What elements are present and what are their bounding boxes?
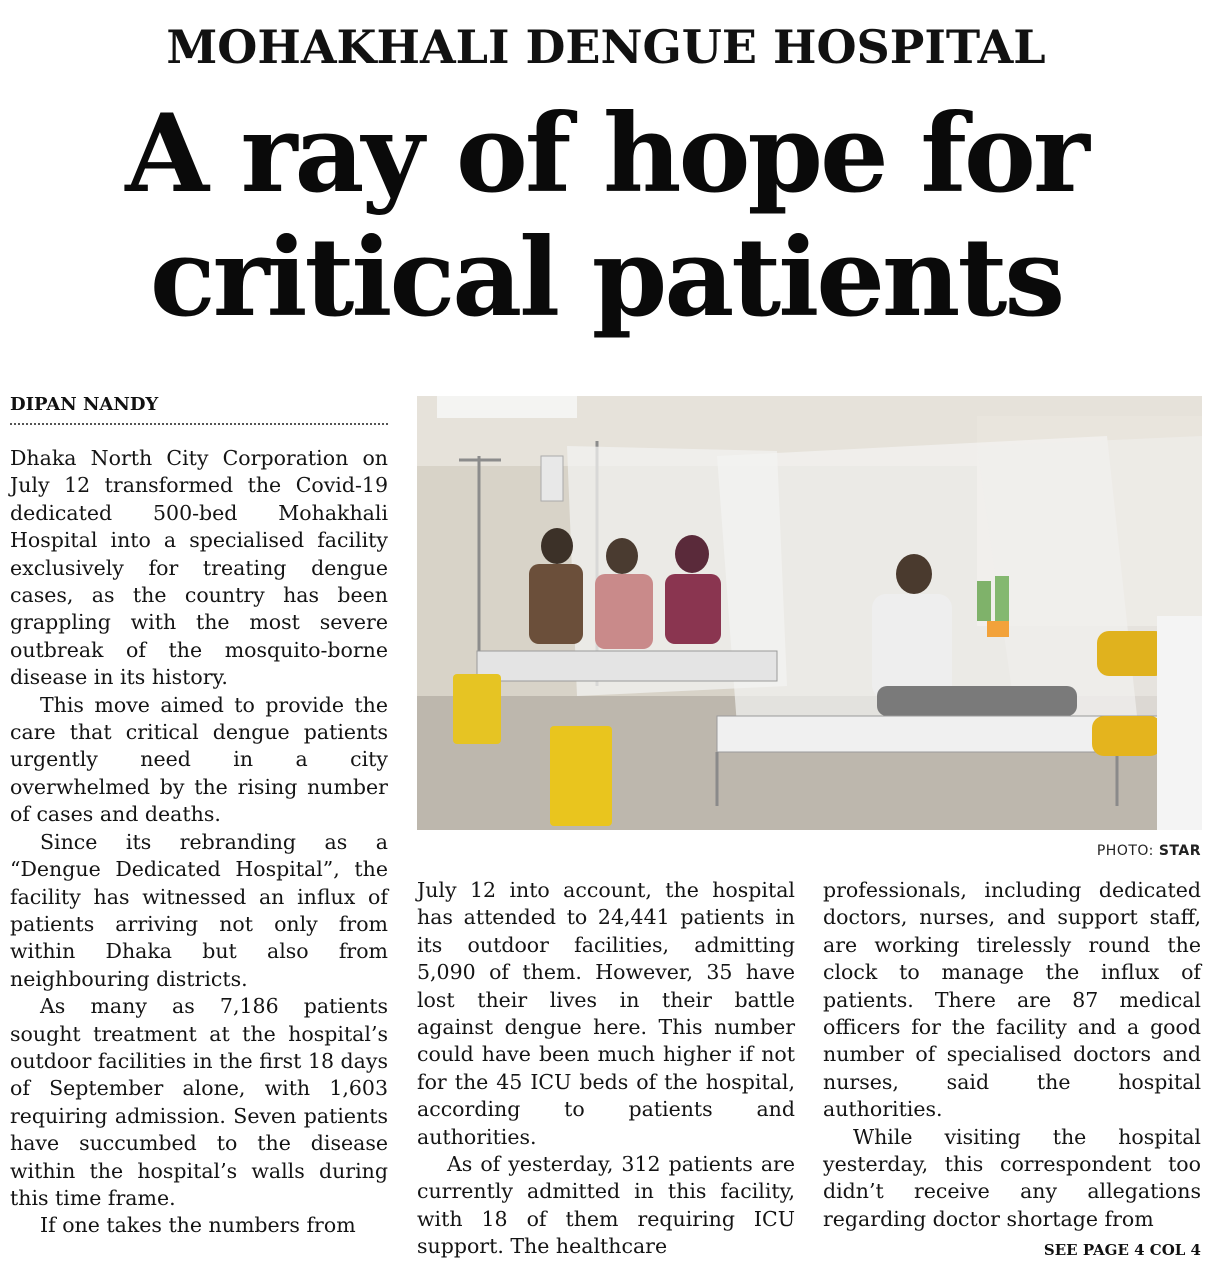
photo-credit bbox=[1097, 843, 1201, 859]
paragraph: If one takes the numbers from bbox=[40, 1213, 356, 1238]
headline-line-1: A ray of hope for bbox=[125, 91, 1087, 217]
paragraph: Dhaka North City Corporation on July 12 transformed the Covid-19 dedicated 500-bed Mohakhali Hospital into a specialised facility exclusively for treating dengue cases, as the country has been grappling with the most severe outbreak of the mosquito-borne disease in its history. bbox=[10, 446, 388, 690]
paragraph: As many as 7,186 patients sought treatment at the hospital’s outdoor facilities in the first 18 days of September alone, with 1,603 requiring admission. Seven patients have succumbed to the disease within the hospital’s walls during this time frame. bbox=[10, 994, 388, 1210]
headline bbox=[0, 92, 1212, 340]
column-3 bbox=[823, 877, 1201, 1233]
headline-line-2: critical patients bbox=[149, 215, 1063, 341]
byline: DIPAN NANDY bbox=[10, 394, 388, 425]
paragraph: Since its rebranding as a “Dengue Dedicated Hospital”, the facility has witnessed an influx of patients arriving not only from within Dhaka but also from neighbouring districts. bbox=[10, 829, 388, 991]
photo-credit-label: PHOTO: bbox=[1096, 843, 1154, 859]
paragraph: As of yesterday, 312 patients are currently admitted in this facility, with 18 of them requiring ICU support. The healthcare bbox=[417, 1152, 795, 1259]
paragraph: July 12 into account, the hospital has attended to 24,441 patients in its outdoor facilities, admitting 5,090 of them. However, 35 have lost their lives in their battle against dengue here. This number could have been much higher if not for the 45 ICU beds of the hospital, according to patients and authorities. bbox=[417, 878, 795, 1149]
paragraph: This move aimed to provide the care that critical dengue patients urgently need in a city overwhelmed by the rising number of cases and deaths. bbox=[10, 692, 388, 827]
photo-credit-source: STAR bbox=[1158, 843, 1201, 859]
kicker: MOHAKHALI DENGUE HOSPITAL bbox=[166, 20, 1046, 74]
column-1 bbox=[10, 445, 388, 1240]
continuation-jump: SEE PAGE 4 COL 4 bbox=[1043, 1241, 1201, 1259]
paragraph: professionals, including dedicated doctors, nurses, and support staff, are working tirelessly round the clock to manage the influx of patients. There are 87 medical officers for the facility and a good number of specialised doctors and nurses, said the hospital authorities. bbox=[823, 878, 1201, 1122]
column-2 bbox=[417, 877, 795, 1261]
hospital-ward-photo bbox=[417, 396, 1202, 830]
paragraph: While visiting the hospital yesterday, this correspondent too didn’t receive any allegations regarding doctor shortage from bbox=[823, 1124, 1201, 1231]
